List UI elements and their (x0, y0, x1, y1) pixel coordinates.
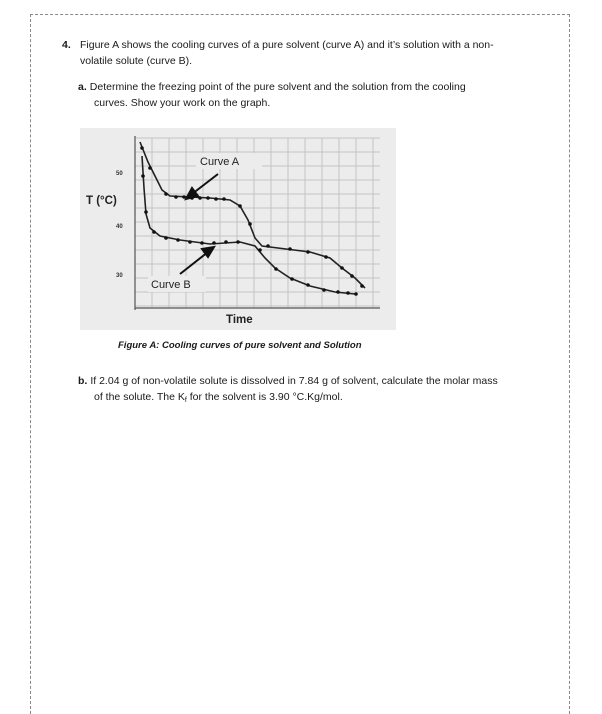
part-a-line1: Determine the freezing point of the pure solvent and the solution from the cooling (89, 81, 466, 93)
cooling-curves-graph (80, 128, 396, 330)
page-border (30, 14, 570, 714)
y-axis-label: T (°C) (86, 195, 117, 207)
y-tick-40: 40 (116, 224, 123, 230)
part-b-line2 (78, 389, 548, 409)
part-b-label: b. (78, 375, 88, 387)
figure-caption: Figure A: Cooling curves of pure solvent and Solution (118, 340, 362, 351)
part-b-line2-post: for the solvent is 3.90 °C.Kg/mol. (186, 391, 343, 403)
part-b-line2-pre: of the solute. The K (94, 391, 185, 403)
question-number: 4. (62, 39, 71, 51)
question-text (80, 37, 550, 69)
arrow-to-curve-a-plateau (186, 174, 218, 199)
curve-b-label: Curve B (151, 279, 191, 291)
part-a (78, 79, 548, 111)
part-b-line1: If 2.04 g of non-volatile solute is dissolved in 7.84 g of solvent, calculate the molar mass (90, 375, 498, 387)
arrow-to-curve-b-plateau (180, 247, 214, 274)
y-tick-50: 50 (116, 171, 123, 177)
part-a-label: a. (78, 81, 87, 93)
question-text-line2: volatile solute (curve B). (80, 55, 193, 67)
x-axis-label: Time (226, 314, 253, 326)
curve-a-label: Curve A (200, 156, 240, 168)
question-text-line1: Figure A shows the cooling curves of a pure solvent (curve A) and it’s solution with a non- (80, 39, 494, 51)
cooling-curves-figure (80, 128, 396, 330)
part-b-kf-subscript: f (184, 397, 187, 404)
y-tick-30: 30 (116, 273, 123, 279)
part-a-line2: curves. Show your work on the graph. (94, 97, 271, 109)
part-b (78, 373, 548, 409)
curve-b-line (142, 156, 355, 294)
